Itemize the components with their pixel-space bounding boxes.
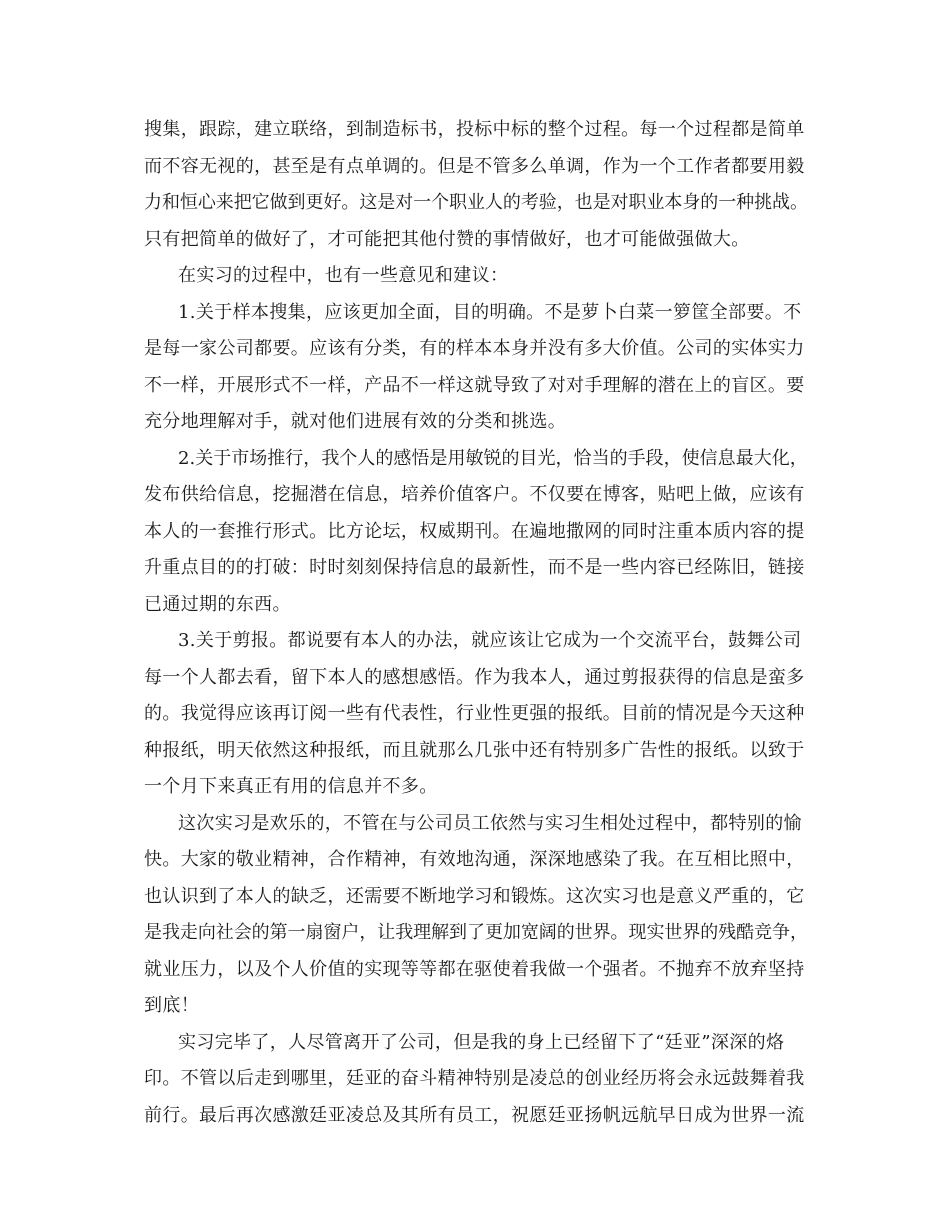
text-line: 就业压力，以及个人价值的实现等等都在驱使着我做一个强者。不抛弃不放弃坚持	[144, 958, 805, 980]
text-line: 的。我觉得应该再订阅一些有代表性，行业性更强的报纸。目前的情况是今天这种	[144, 703, 805, 724]
text-line: 只有把简单的做好了，才可能把其他付赞的事情做好，也才可能做强做大。	[144, 228, 750, 250]
text-line: 2.关于市场推行，我个人的感悟是用敏锐的目光，恰当的手段，使信息最大化，	[178, 447, 808, 469]
text-line: 到底！	[144, 995, 200, 1016]
text-line: 在实习的过程中，也有一些意见和建议：	[178, 265, 509, 286]
text-line: 前行。最后再次感激廷亚凌总及其所有员工，祝愿廷亚扬帆远航早日成为世界一流	[144, 1104, 805, 1126]
text-line: 不一样，开展形式不一样，产品不一样这就导致了对对手理解的潜在上的盲区。要	[144, 374, 805, 396]
text-line: 1.关于样本搜集，应该更加全面，目的明确。不是萝卜白菜一箩筐全部要。不	[178, 301, 802, 323]
text-line: 已通过期的东西。	[144, 593, 291, 615]
text-line: 升重点目的的打破：时时刻刻保持信息的最新性，而不是一些内容已经陈旧，链接	[144, 557, 805, 578]
text-line: 充分地理解对手，就对他们进展有效的分类和挑选。	[144, 411, 567, 432]
text-line: 每一个人都去看，留下本人的感想感悟。作为我本人，通过剪报获得的信息是蛮多	[144, 666, 805, 688]
text-line: 是每一家公司都要。应该有分类，有的样本本身并没有多大价值。公司的实体实力	[144, 338, 805, 359]
text-line: 这次实习是欢乐的，不管在与公司员工依然与实习生相处过程中，都特别的愉	[178, 812, 802, 834]
text-line: 3.关于剪报。都说要有本人的办法，就应该让它成为一个交流平台，鼓舞公司	[178, 630, 802, 651]
text-line: 实习完毕了，人尽管离开了公司，但是我的身上已经留下了“廷亚”深深的烙	[178, 1031, 785, 1053]
text-line: 发布供给信息，挖掘潜在信息，培养价值客户。不仅要在博客，贴吧上做，应该有	[144, 484, 805, 505]
text-line: 力和恒心来把它做到更好。这是对一个职业人的考验，也是对职业本身的一种挑战。	[144, 192, 808, 213]
text-line: 也认识到了本人的缺乏，还需要不断地学习和锻炼。这次实习也是意义严重的，它	[144, 885, 805, 907]
text-line: 本人的一套推行形式。比方论坛，权威期刊。在遍地撒网的同时注重本质内容的提	[144, 520, 805, 542]
document-page	[144, 112, 808, 1134]
text-line: 印。不管以后走到哪里，廷亚的奋斗精神特别是凌总的创业经历将会永远鼓舞着我	[144, 1068, 805, 1089]
text-line: 搜集，跟踪，建立联络，到制造标书，投标中标的整个过程。每一个过程都是简单	[144, 119, 805, 140]
text-line: 种报纸，明天依然这种报纸，而且就那么几张中还有特别多广告性的报纸。以致于	[144, 739, 805, 761]
text-line: 是我走向社会的第一扇窗户，让我理解到了更加宽阔的世界。现实世界的残酷竞争，	[144, 922, 808, 943]
text-line: 而不容无视的，甚至是有点单调的。但是不管多么单调，作为一个工作者都要用毅	[144, 155, 805, 177]
text-line: 快。大家的敬业精神，合作精神，有效地沟通，深深地感染了我。在互相比照中，	[144, 849, 805, 870]
text-line: 一个月下来真正有用的信息并不多。	[144, 776, 438, 797]
